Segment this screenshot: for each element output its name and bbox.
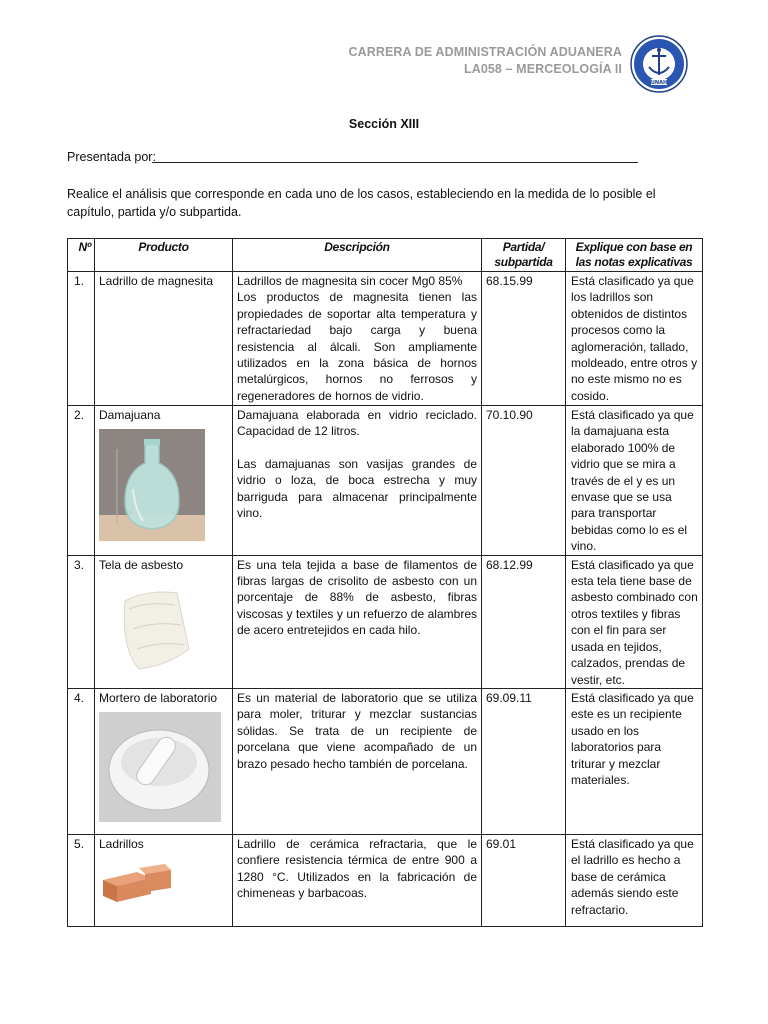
row-explanation: Está clasificado ya que este es un recipiente usado en los laboratorios para triturar y mezclar materiales. <box>566 688 703 834</box>
header-number: Nº <box>68 239 95 272</box>
row-product <box>95 688 233 834</box>
section-title: Sección XIII <box>348 117 420 131</box>
description-line: Ladrillos de magnesita sin cocer Mg0 85% <box>237 274 463 288</box>
row-number: 2. <box>68 406 95 556</box>
row-code: 68.15.99 <box>482 272 566 406</box>
table-header-row <box>68 239 703 272</box>
row-number: 3. <box>68 555 95 688</box>
table-row <box>68 406 703 556</box>
header-career: CARRERA DE ADMINISTRACIÓN ADUANERA <box>348 45 622 59</box>
mortar-pestle-image <box>99 712 221 822</box>
refractory-bricks-image <box>99 858 175 908</box>
description-paragraph: Los productos de magnesita tienen las propiedades de soportar alta temperatura y refractariedad bajo carga y buena resistencia al álcali. Son ampliamente utilizados en la zona básica de hornos metalúrgicos, hornos no ferrosos y regeneradores de hornos de vidrio. <box>237 290 477 403</box>
product-name: Damajuana <box>99 408 161 422</box>
instructions-text: Realice el análisis que corresponde en cada uno de los casos, estableciendo en la medida de lo posible el capítulo, partida y/o subpartida. <box>67 187 656 219</box>
product-name: Ladrillos <box>99 836 144 851</box>
row-description <box>233 406 482 556</box>
row-code: 68.12.99 <box>482 555 566 688</box>
row-product <box>95 406 233 556</box>
table-row <box>68 272 703 406</box>
row-number: 1. <box>68 272 95 406</box>
row-description <box>233 272 482 406</box>
table-row <box>68 555 703 688</box>
row-code: 69.01 <box>482 834 566 926</box>
logo-text: UNAH <box>650 80 668 86</box>
row-description: Ladrillo de cerámica refractaria, que le confiere resistencia térmica de entre 900 a 1280 °C. Utilizados en la fabricación de chimeneas y barbacoas. <box>233 834 482 926</box>
row-product <box>95 272 233 406</box>
row-code: 69.09.11 <box>482 688 566 834</box>
document-header <box>348 44 622 78</box>
header-code: Partida/ subpartida <box>482 239 566 272</box>
row-description: Es una tela tejida a base de filamentos de fibras largas de crisolito de asbesto con un porcentaje de 88% de asbesto, fibras viscosas y textiles y un refuerzo de alambres de acero entretejidos en cada hilo. <box>233 555 482 688</box>
row-number: 5. <box>68 834 95 926</box>
row-number: 4. <box>68 688 95 834</box>
presented-by-field[interactable] <box>152 162 638 163</box>
row-explanation: Está clasificado ya que esta tela tiene base de asbesto combinado con otros textiles y fibras con el fin para ser usada en tejidos, calzados, prendas de vestir, etc. <box>566 555 703 688</box>
header-description: Descripción <box>233 239 482 272</box>
product-name: Ladrillo de magnesita <box>99 274 214 288</box>
description-line: Damajuana elaborada en vidrio reciclado. Capacidad de 12 litros. <box>237 408 477 439</box>
demijohn-image <box>99 429 205 541</box>
header-explanation: Explique con base en las notas explicativas <box>566 239 703 272</box>
description-paragraph: Las damajuanas son vasijas grandes de vidrio o loza, de boca estrecha y muy barriguda para almacenar principalmente vino. <box>237 456 477 521</box>
classification-table <box>67 238 703 927</box>
row-description: Es un material de laboratorio que se utiliza para moler, triturar y mezclar sustancias sólidas. Se trata de un recipiente de porcelana que viene acompañado de un brazo pesado hecho también de porcelana. <box>233 688 482 834</box>
product-name: Mortero de laboratorio <box>99 690 218 705</box>
presented-by-label: Presentada por: <box>67 150 156 164</box>
row-explanation: Está clasificado ya que los ladrillos son obtenidos de distintos procesos como la aglomeración, tallado, moldeado, entre otros y no este mismo no es cosido. <box>566 272 703 406</box>
asbestos-cloth-image <box>99 579 207 674</box>
header-course: LA058 – MERCEOLOGÍA II <box>463 62 622 76</box>
row-code: 70.10.90 <box>482 406 566 556</box>
row-product <box>95 834 233 926</box>
table-row <box>68 688 703 834</box>
row-explanation: Está clasificado ya que el ladrillo es hecho a base de cerámica además siendo este refractario. <box>566 834 703 926</box>
row-product <box>95 555 233 688</box>
university-seal-logo <box>630 35 688 93</box>
table-row <box>68 834 703 926</box>
header-product: Producto <box>95 239 233 272</box>
product-name: Tela de asbesto <box>99 557 184 572</box>
row-explanation: Está clasificado ya que la damajuana esta elaborado 100% de vidrio que se mira a través de el y es un envase que se usa para transportar bebidas como lo es el vino. <box>566 406 703 556</box>
